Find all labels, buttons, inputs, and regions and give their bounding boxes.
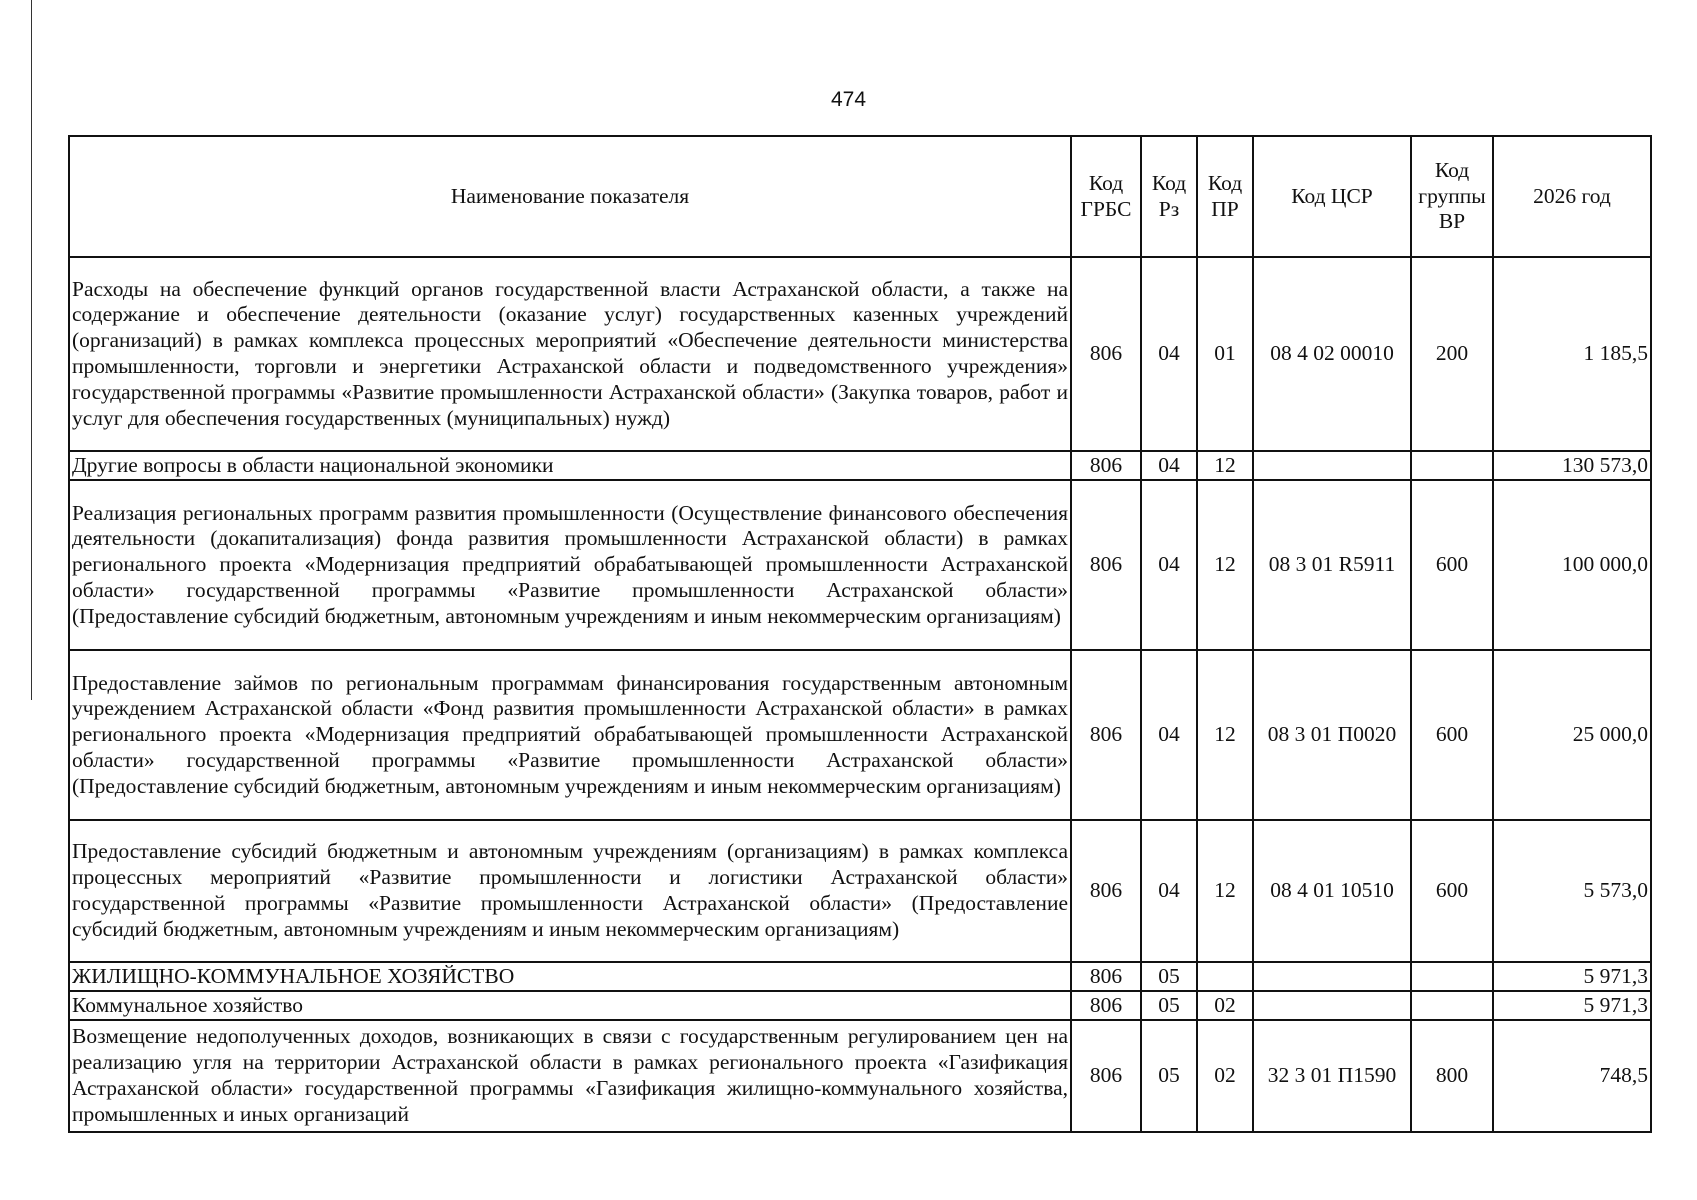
row-amount: 130 573,0 — [1493, 451, 1651, 480]
header-grbs: Код ГРБС — [1071, 136, 1141, 257]
row-grbs: 806 — [1071, 650, 1141, 820]
row-name: Предоставление займов по региональным программам финансирования государственным автономным учреждением Астраханской области «Фонд развития промышленности Астраханской области» в рамках регионального проекта «Модернизация предприятий обрабатывающей промышленности Астраханской области» государственной программы «Развитие промышленности Астраханской области» (Предоставление субсидий бюджетным, автономным учреждениям и иным некоммерческим организациям) — [69, 650, 1071, 820]
row-pr: 02 — [1197, 1020, 1253, 1132]
row-vr — [1411, 991, 1493, 1020]
row-csr: 32 3 01 П1590 — [1253, 1020, 1411, 1132]
row-name: Возмещение недополученных доходов, возникающих в связи с государственным регулированием цен на реализацию угля на территории Астраханской области в рамках регионального проекта «Газификация Астраханской области» государственной программы «Газификация жилищно-коммунального хозяйства, промышленных и иных организаций — [69, 1020, 1071, 1132]
row-pr: 12 — [1197, 480, 1253, 650]
row-vr: 600 — [1411, 650, 1493, 820]
row-vr — [1411, 451, 1493, 480]
row-grbs: 806 — [1071, 480, 1141, 650]
row-amount: 100 000,0 — [1493, 480, 1651, 650]
row-rz: 05 — [1141, 991, 1197, 1020]
row-rz: 04 — [1141, 820, 1197, 962]
row-amount: 748,5 — [1493, 1020, 1651, 1132]
table-header-row — [69, 136, 1651, 257]
row-csr: 08 4 01 10510 — [1253, 820, 1411, 962]
budget-table — [68, 135, 1652, 1133]
row-grbs: 806 — [1071, 962, 1141, 991]
row-vr: 200 — [1411, 257, 1493, 451]
row-grbs: 806 — [1071, 820, 1141, 962]
row-pr: 12 — [1197, 820, 1253, 962]
row-pr: 01 — [1197, 257, 1253, 451]
row-name: ЖИЛИЩНО-КОММУНАЛЬНОЕ ХОЗЯЙСТВО — [69, 962, 1071, 991]
row-vr: 600 — [1411, 820, 1493, 962]
header-vr: Код группы ВР — [1411, 136, 1493, 257]
table-row — [69, 820, 1651, 962]
row-pr — [1197, 962, 1253, 991]
row-rz: 04 — [1141, 480, 1197, 650]
row-name: Реализация региональных программ развития промышленности (Осуществление финансового обеспечения деятельности (докапитализация) фонда развития промышленности Астраханской области) в рамках регионального проекта «Модернизация предприятий обрабатывающей промышленности Астраханской области» государственной программы «Развитие промышленности Астраханской области» (Предоставление субсидий бюджетным, автономным учреждениям и иным некоммерческим организациям) — [69, 480, 1071, 650]
page-number: 474 — [830, 88, 867, 111]
table-row — [69, 962, 1651, 991]
row-csr: 08 3 01 П0020 — [1253, 650, 1411, 820]
row-grbs: 806 — [1071, 1020, 1141, 1132]
table-row — [69, 451, 1651, 480]
row-name: Другие вопросы в области национальной экономики — [69, 451, 1071, 480]
row-grbs: 806 — [1071, 451, 1141, 480]
row-rz: 04 — [1141, 650, 1197, 820]
header-csr: Код ЦСР — [1253, 136, 1411, 257]
row-csr: 08 3 01 R5911 — [1253, 480, 1411, 650]
header-pr: Код ПР — [1197, 136, 1253, 257]
header-rz: Код Рз — [1141, 136, 1197, 257]
table-row — [69, 991, 1651, 1020]
row-grbs: 806 — [1071, 991, 1141, 1020]
row-vr: 800 — [1411, 1020, 1493, 1132]
row-csr: 08 4 02 00010 — [1253, 257, 1411, 451]
row-csr — [1253, 451, 1411, 480]
table-row — [69, 650, 1651, 820]
row-amount: 5 573,0 — [1493, 820, 1651, 962]
header-name: Наименование показателя — [69, 136, 1071, 257]
row-pr: 12 — [1197, 451, 1253, 480]
row-name: Коммунальное хозяйство — [69, 991, 1071, 1020]
row-amount: 5 971,3 — [1493, 991, 1651, 1020]
row-csr — [1253, 962, 1411, 991]
row-csr — [1253, 991, 1411, 1020]
row-rz: 04 — [1141, 257, 1197, 451]
row-rz: 05 — [1141, 962, 1197, 991]
header-year: 2026 год — [1493, 136, 1651, 257]
row-amount: 5 971,3 — [1493, 962, 1651, 991]
row-name: Предоставление субсидий бюджетным и автономным учреждениям (организациям) в рамках комплекса процессных мероприятий «Развитие промышленности и логистики Астраханской области» государственной программы «Развитие промышленности Астраханской области» (Предоставление субсидий бюджетным, автономным учреждениям и иным некоммерческим организациям) — [69, 820, 1071, 962]
row-vr: 600 — [1411, 480, 1493, 650]
row-rz: 05 — [1141, 1020, 1197, 1132]
row-rz: 04 — [1141, 451, 1197, 480]
row-name: Расходы на обеспечение функций органов государственной власти Астраханской области, а также на содержание и обеспечение деятельности (оказание услуг) государственных казенных учреждений (организаций) в рамках комплекса процессных мероприятий «Обеспечение деятельности министерства промышленности, торговли и энергетики Астраханской области и подведомственного учреждения» государственной программы «Развитие промышленности Астраханской области» (Закупка товаров, работ и услуг для обеспечения государственных (муниципальных) нужд) — [69, 257, 1071, 451]
row-amount: 25 000,0 — [1493, 650, 1651, 820]
table-row — [69, 257, 1651, 451]
row-grbs: 806 — [1071, 257, 1141, 451]
table-row — [69, 480, 1651, 650]
table-row — [69, 1020, 1651, 1132]
row-pr: 12 — [1197, 650, 1253, 820]
row-pr: 02 — [1197, 991, 1253, 1020]
row-vr — [1411, 962, 1493, 991]
row-amount: 1 185,5 — [1493, 257, 1651, 451]
